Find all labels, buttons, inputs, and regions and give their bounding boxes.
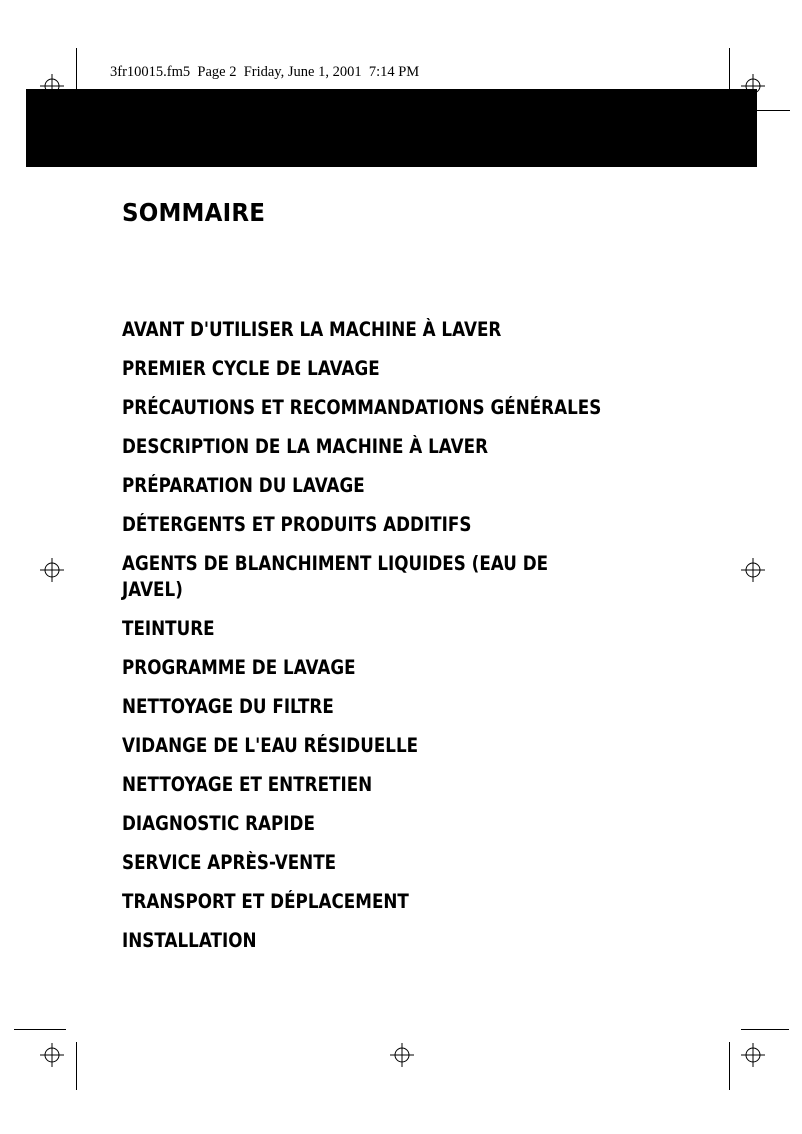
registration-mark-bottom-left	[40, 1043, 64, 1067]
toc-item: NETTOYAGE DU FILTRE	[122, 695, 334, 718]
toc-item: NETTOYAGE ET ENTRETIEN	[122, 773, 373, 796]
header-band	[26, 89, 757, 167]
toc-item: DESCRIPTION DE LA MACHINE À LAVER	[122, 435, 489, 458]
toc-item: AVANT D'UTILISER LA MACHINE À LAVER	[122, 318, 502, 341]
crop-mark-bottom-left-vertical	[76, 1042, 77, 1090]
toc-item: PRÉCAUTIONS ET RECOMMANDATIONS GÉNÉRALES	[122, 396, 602, 419]
registration-mark-bottom-right	[741, 1043, 765, 1067]
registration-mark-middle-left	[40, 558, 64, 582]
crop-mark-top-right-vertical	[729, 48, 730, 92]
toc-item: AGENTS DE BLANCHIMENT LIQUIDES (EAU DE JAVEL)	[122, 552, 549, 601]
toc-item: DÉTERGENTS ET PRODUITS ADDITIFS	[122, 513, 472, 536]
toc-item: DIAGNOSTIC RAPIDE	[122, 812, 315, 835]
toc-item: SERVICE APRÈS-VENTE	[122, 851, 337, 874]
registration-mark-bottom-center	[390, 1043, 414, 1067]
page-title: SOMMAIRE	[122, 198, 266, 227]
registration-mark-middle-right	[741, 558, 765, 582]
toc-item: PROGRAMME DE LAVAGE	[122, 656, 356, 679]
crop-mark-bottom-right-vertical	[729, 1042, 730, 1090]
toc-item: INSTALLATION	[122, 929, 257, 952]
toc-item: VIDANGE DE L'EAU RÉSIDUELLE	[122, 734, 419, 757]
toc-item: TRANSPORT ET DÉPLACEMENT	[122, 890, 409, 913]
file-slug: 3fr10015.fm5 Page 2 Friday, June 1, 2001 7:14 PM	[110, 64, 420, 80]
crop-mark-top-left-vertical	[76, 48, 77, 92]
crop-mark-bottom-right-horizontal	[741, 1029, 789, 1030]
crop-mark-bottom-left-horizontal	[14, 1029, 66, 1030]
table-of-contents	[122, 317, 642, 967]
toc-item: PRÉPARATION DU LAVAGE	[122, 474, 365, 497]
toc-item: PREMIER CYCLE DE LAVAGE	[122, 357, 380, 380]
toc-item: TEINTURE	[122, 617, 215, 640]
